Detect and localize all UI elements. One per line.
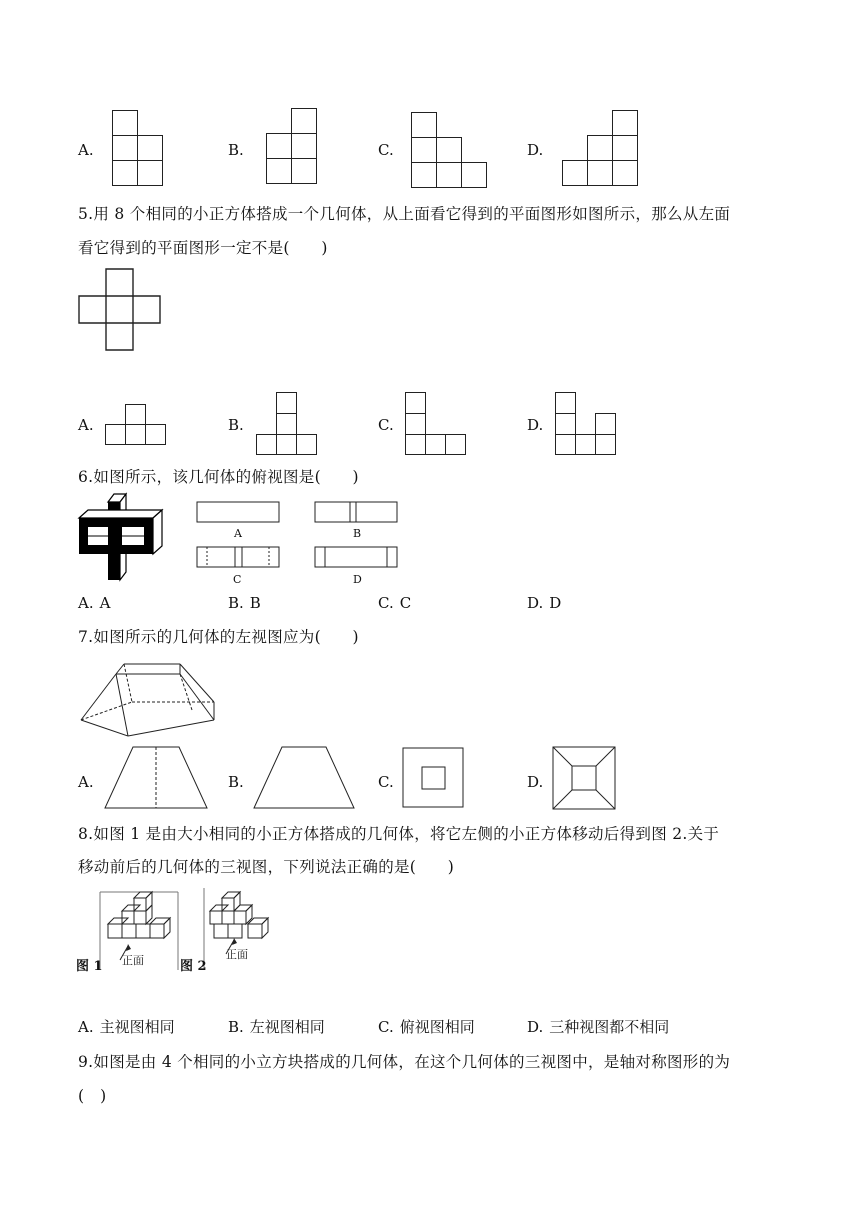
q4-option-c-letter: C.: [378, 141, 394, 159]
q6-stem-line-1: 6.如图所示，该几何体的俯视图是( ): [78, 468, 359, 486]
q4-option-d-figure: [562, 110, 640, 188]
q7-option-c-figure: [402, 747, 466, 809]
q7-option-a-letter: A.: [78, 773, 94, 791]
q8-fig1-front-label: 正面: [122, 954, 144, 967]
q5-option-b-figure: [255, 392, 319, 456]
q8-option-a: A. 主视图相同: [78, 1018, 175, 1036]
q6-options-figure: [196, 498, 400, 588]
q4-option-d-letter: D.: [527, 141, 544, 159]
q6-option-c: C. C: [378, 594, 412, 612]
q8-stem-line-2: 移动前后的几何体的三视图，下列说法正确的是( ): [78, 858, 455, 876]
q5-option-a-letter: A.: [78, 416, 94, 434]
q7-option-d-figure: [552, 746, 616, 810]
q5-option-d-figure: [555, 392, 619, 456]
q5-option-b-letter: B.: [228, 416, 244, 434]
q8-fig2-front-label: 正面: [226, 948, 248, 961]
q4-option-b-letter: B.: [228, 141, 244, 159]
q7-frustum-figure: [80, 662, 216, 740]
q8-option-c: C. 俯视图相同: [378, 1018, 475, 1036]
q6-option-b: B. B: [228, 594, 261, 612]
q6-option-a: A. A: [78, 594, 111, 612]
q8-fig1-label: 图 1: [76, 959, 103, 974]
q7-stem-line-1: 7.如图所示的几何体的左视图应为( ): [78, 628, 359, 646]
q7-option-a-figure: [103, 746, 209, 810]
q5-stem-line-1: 5.用 8 个相同的小正方体搭成一个几何体，从上面看它得到的平面图形如图所示，那么从左面: [78, 205, 731, 223]
q4-option-a-letter: A.: [78, 141, 94, 159]
q8-fig2-label: 图 2: [180, 959, 207, 974]
q5-option-d-letter: D.: [527, 416, 544, 434]
q4-option-b-figure: [266, 108, 318, 184]
q6-fig-label-a: A: [234, 527, 242, 540]
q8-figures: [76, 886, 286, 974]
q7-option-c-letter: C.: [378, 773, 394, 791]
q7-option-b-figure: [252, 746, 356, 810]
q9-stem-line-2: ( ): [78, 1087, 107, 1105]
q7-option-b-letter: B.: [228, 773, 244, 791]
q8-option-b: B. 左视图相同: [228, 1018, 325, 1036]
q5-stem-line-2: 看它得到的平面图形一定不是( ): [78, 239, 328, 257]
q4-option-a-figure: [112, 110, 164, 186]
q6-fig-label-d: D: [353, 573, 362, 586]
q8-stem-line-1: 8.如图 1 是由大小相同的小正方体搭成的几何体，将它左侧的小正方体移动后得到图 2.关于: [78, 825, 720, 843]
q5-option-a-figure: [104, 404, 168, 446]
q5-option-c-letter: C.: [378, 416, 394, 434]
q6-option-d: D. D: [527, 594, 562, 612]
q4-option-c-figure: [411, 112, 489, 188]
q6-fig-label-b: B: [353, 527, 362, 540]
q6-solid-figure: [78, 494, 164, 582]
q6-fig-label-c: C: [233, 573, 242, 586]
q5-top-view-figure: [78, 268, 162, 352]
q9-stem-line-1: 9.如图是由 4 个相同的小立方块搭成的几何体，在这个几何体的三视图中，是轴对称图形的为: [78, 1053, 731, 1071]
q7-option-d-letter: D.: [527, 773, 544, 791]
q5-option-c-figure: [404, 392, 468, 456]
q8-option-d: D. 三种视图都不相同: [527, 1018, 670, 1036]
